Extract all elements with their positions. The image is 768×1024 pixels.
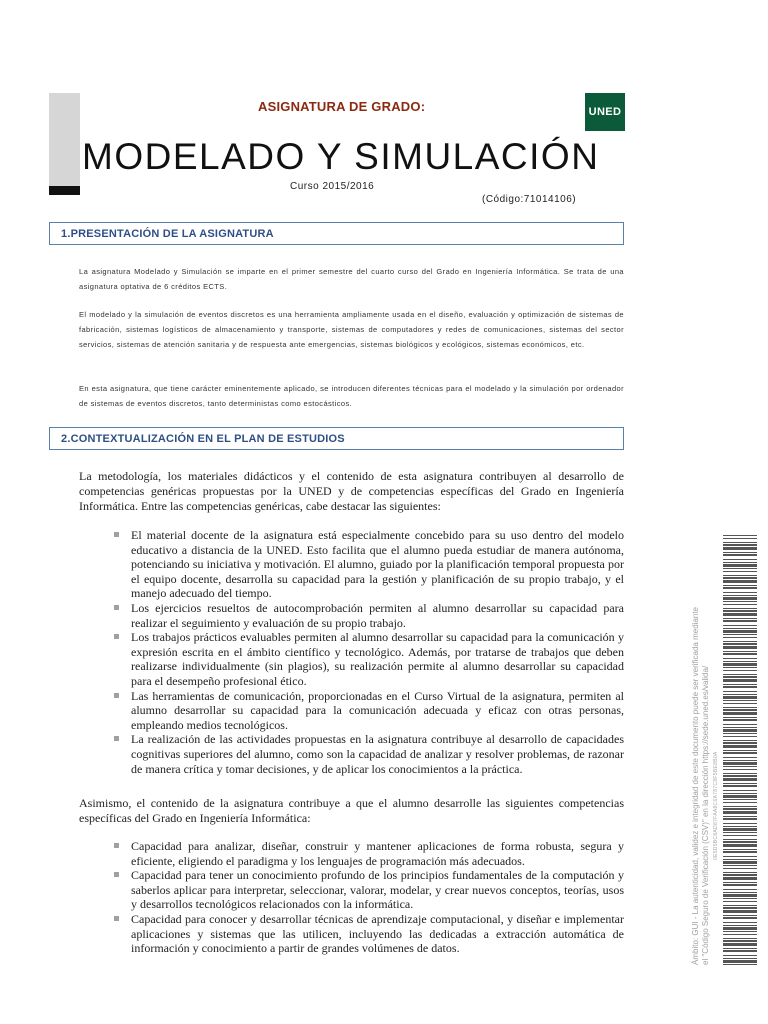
bullet-icon	[114, 872, 119, 877]
bullet-icon	[114, 843, 119, 848]
specific-competences-list	[113, 839, 624, 956]
section-heading-context: 2.CONTEXTUALIZACIÓN EN EL PLAN DE ESTUDIOS	[49, 427, 624, 450]
bullet-icon	[114, 634, 119, 639]
list-item-text: Los trabajos prácticos evaluables permiten al alumno desarrollar su capacidad para la comunicación y expresión escrita en el ámbito científico y tecnológico. Además, por tratarse de trabajos que deben realizarse individualmente (sin plagios), su realización permite al alumno desarrollar su capacidad para el desempeño profesional ético.	[131, 630, 624, 688]
page-title: MODELADO Y SIMULACIÓN	[82, 136, 600, 177]
subject-code: (Código:71014106)	[482, 194, 577, 205]
header-grey-bar	[49, 93, 80, 195]
course-year: Curso 2015/2016	[290, 181, 375, 192]
list-item	[113, 528, 624, 601]
subject-label: ASIGNATURA DE GRADO:	[258, 99, 426, 114]
section-heading-presentation: 1.PRESENTACIÓN DE LA ASIGNATURA	[49, 222, 624, 245]
specific-competences-intro: Asimismo, el contenido de la asignatura contribuye a que el alumno desarrolle las siguientes competencias específicas del Grado en Ingeniería Informática:	[79, 796, 624, 825]
list-item	[113, 839, 624, 868]
header-black-tab	[49, 186, 80, 195]
presentation-paragraph-3: En esta asignatura, que tiene carácter eminentemente aplicado, se introducen diferentes técnicas para el modelado y la simulación por ordenador de sistemas de eventos discretos, tanto deterministas como estocásticos.	[79, 384, 624, 408]
list-item	[113, 630, 624, 688]
bullet-icon	[114, 605, 119, 610]
uned-logo	[585, 93, 625, 131]
generic-competences-list	[113, 528, 624, 776]
bullet-icon	[114, 532, 119, 537]
verification-notice-line-1: Ámbito: GUI - La autenticidad, validez e integridad de este documento puede ser verificada mediante	[691, 607, 700, 965]
presentation-paragraph-1: La asignatura Modelado y Simulación se imparte en el primer semestre del cuarto curso del Grado en Ingeniería Informática. Se trata de una asignatura optativa de 6 créditos ECTS.	[79, 267, 624, 291]
presentation-paragraph-2: El modelado y la simulación de eventos discretos es una herramienta ampliamente usada en el diseño, evaluación y optimización de sistemas de fabricación, sistemas logísticos de almacenamiento y transporte, sistemas de computadores y redes de comunicaciones, sistemas del sector servicios, sistemas de atención sanitaria y de respuesta ante emergencias, sistemas biológicos y ecológicos, sistemas económicos, etc.	[79, 310, 624, 349]
list-item-text: Las herramientas de comunicación, proporcionadas en el Curso Virtual de la asignatura, permiten al alumno desarrollar su capacidad para la comunicación adecuada y eficaz con otras personas, empleando medios tecnológicos.	[131, 688, 624, 732]
verification-notice	[691, 535, 710, 965]
bullet-icon	[114, 693, 119, 698]
context-intro-paragraph: La metodología, los materiales didácticos y el contenido de esta asignatura contribuyen al desarrollo de competencias genéricas propuestas por la UNED y de competencias específicas del Grado en Ingeniería Informática. Entre las competencias genéricas, cabe destacar las siguientes:	[79, 469, 624, 513]
list-item	[113, 689, 624, 733]
list-item	[113, 912, 624, 956]
list-item	[113, 601, 624, 630]
list-item	[113, 732, 624, 776]
list-item-text: Capacidad para conocer y desarrollar técnicas de aprendizaje computacional, y diseñar e implementar aplicaciones y sistemas que las utilicen, incluyendo las dedicadas a extracción automática de información y conocimiento a partir de grandes volúmenes de datos.	[131, 911, 624, 956]
list-item-text: La realización de las actividades propuestas en la asignatura contribuye al desarrollo de capacidades cognitivas superiores del alumno, como son la capacidad de analizar y resolver problemas, de razonar de manera crítica y tomar decisiones, y de aplicar los conocimientos a la práctica.	[131, 732, 624, 776]
list-item-text: Capacidad para tener un conocimiento profundo de los principios fundamentales de la computación y saberlos aplicar para interpretar, seleccionar, valorar, modelar, y crear nuevos conceptos, teorías, usos y desarrollos tecnológicos relacionados con la informática.	[131, 868, 624, 912]
csv-code: 0E5D5BC8AD87FAA8C6A787C8F5BE8B0A	[713, 751, 719, 860]
list-item-text: Capacidad para analizar, diseñar, construir y mantener aplicaciones de forma robusta, segura y eficiente, eligiendo el paradigma y los lenguajes de programación más adecuados.	[131, 839, 624, 868]
uned-logo-text: UNED	[588, 106, 622, 118]
bullet-icon	[114, 916, 119, 921]
list-item-text: El material docente de la asignatura está especialmente concebido para su uso dentro del modelo educativo a distancia de la UNED. Esto facilita que el alumno pueda estudiar de manera autónoma, potenciando su iniciativa y motivación. El alumno, guiado por la planificación temporal propuesta por el equipo docente, desarrolla su capacidad para la gestión y planificación de su propio trabajo, y el manejo adecuado del tiempo.	[131, 528, 624, 601]
list-item-text: Los ejercicios resueltos de autocomprobación permiten al alumno desarrollar su capacidad para realizar el seguimiento y evaluación de su propio trabajo.	[131, 600, 624, 630]
barcode-icon	[723, 535, 757, 965]
list-item	[113, 868, 624, 912]
verification-notice-line-2: el "Código Seguro de Verificación (CSV)" en la dirección https://sede.uned.es/valida/	[700, 665, 710, 965]
bullet-icon	[114, 736, 119, 741]
